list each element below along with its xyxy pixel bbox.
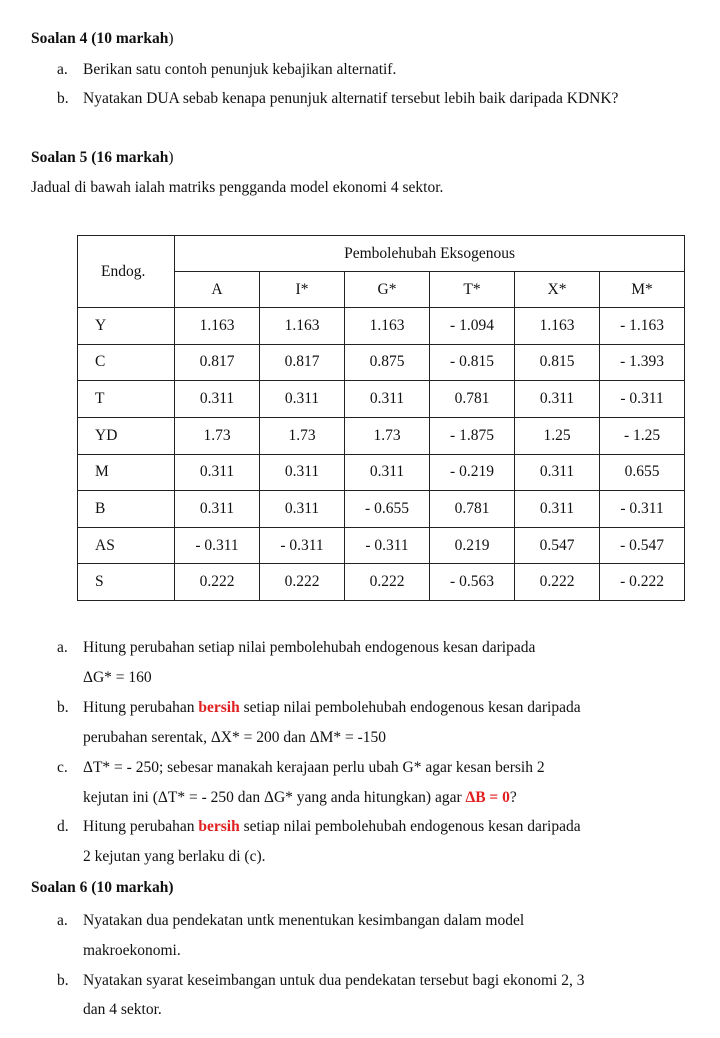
table-corner-header: Endog. (78, 236, 175, 308)
table-cell: 0.781 (430, 381, 515, 418)
table-cell: - 0.563 (430, 564, 515, 601)
table-cell: 1.73 (260, 417, 345, 454)
item-text-line1: Hitung perubahan bersih setiap nilai pembolehubah endogenous kesan daripada (83, 818, 581, 835)
emphasis-delta-b: ΔB = 0 (465, 789, 510, 806)
emphasis-bersih: bersih (198, 818, 240, 835)
row-label: AS (78, 527, 175, 564)
table-cell: 0.311 (345, 454, 430, 491)
table-cell: - 0.311 (345, 527, 430, 564)
table-cell: 1.73 (175, 417, 260, 454)
table-cell: 1.163 (345, 308, 430, 345)
item-text-line2: kejutan ini (ΔT* = - 250 dan ΔG* yang anda hitungkan) agar ΔB = 0? (83, 789, 517, 806)
table-cell: - 0.222 (600, 564, 685, 601)
table-cell: 0.875 (345, 344, 430, 381)
table-group-header: Pembolehubah Eksogenous (175, 236, 685, 272)
table-cell: 1.163 (260, 308, 345, 345)
table-cell: - 0.311 (600, 381, 685, 418)
table-cell: 0.311 (260, 491, 345, 528)
table-cell: 0.311 (175, 491, 260, 528)
table-cell: 0.222 (175, 564, 260, 601)
item-text-line2: dan 4 sektor. (83, 1001, 162, 1018)
item-text: Nyatakan DUA sebab kenapa penunjuk alternatif tersebut lebih baik daripada KDNK? (83, 90, 619, 107)
table-cell: - 1.875 (430, 417, 515, 454)
item-marker: b. (57, 699, 69, 716)
table-row (78, 308, 685, 345)
table-cell: 1.163 (175, 308, 260, 345)
item-text-line2: 2 kejutan yang berlaku di (c). (83, 848, 266, 865)
column-header: I* (260, 272, 345, 308)
item-text-line1: Hitung perubahan setiap nilai pembolehubah endogenous kesan daripada (83, 639, 536, 656)
table-cell: 0.547 (515, 527, 600, 564)
item-marker: c. (57, 759, 68, 776)
table-cell: 0.311 (260, 381, 345, 418)
item-text-line1: Nyatakan dua pendekatan untk menentukan kesimbangan dalam model (83, 912, 525, 929)
item-text-line1: ΔT* = - 250; sebesar manakah kerajaan perlu ubah G* agar kesan bersih 2 (83, 759, 545, 776)
column-header: A (175, 272, 260, 308)
row-label: M (78, 454, 175, 491)
row-label: T (78, 381, 175, 418)
column-header: T* (430, 272, 515, 308)
table-cell: 0.311 (515, 491, 600, 528)
item-marker: b. (57, 90, 69, 107)
item-marker: b. (57, 972, 69, 989)
table-row (78, 527, 685, 564)
item-marker: d. (57, 818, 69, 835)
table-row (78, 381, 685, 418)
table-cell: 0.817 (260, 344, 345, 381)
table-cell: 0.655 (600, 454, 685, 491)
item-text: Berikan satu contoh penunjuk kebajikan alternatif. (83, 61, 397, 78)
table-cell: - 1.163 (600, 308, 685, 345)
table-cell: - 0.815 (430, 344, 515, 381)
item-marker: a. (57, 639, 68, 656)
table-cell: 0.817 (175, 344, 260, 381)
item-text-line1: Nyatakan syarat keseimbangan untuk dua pendekatan tersebut bagi ekonomi 2, 3 (83, 972, 585, 989)
table-cell: - 1.25 (600, 417, 685, 454)
row-label: Y (78, 308, 175, 345)
table-cell: 0.222 (260, 564, 345, 601)
row-label: C (78, 344, 175, 381)
question-6-title: Soalan 6 (10 markah) (31, 879, 174, 896)
table-row (78, 564, 685, 601)
row-label: YD (78, 417, 175, 454)
table-cell: 1.25 (515, 417, 600, 454)
table-cell: 0.815 (515, 344, 600, 381)
table-cell: 1.163 (515, 308, 600, 345)
table-row (78, 417, 685, 454)
table-cell: - 0.547 (600, 527, 685, 564)
table-cell: 0.311 (515, 381, 600, 418)
item-text-line2: makroekonomi. (83, 942, 181, 959)
item-marker: a. (57, 61, 68, 78)
table-cell: - 0.311 (175, 527, 260, 564)
table-cell: 0.311 (175, 381, 260, 418)
emphasis-bersih: bersih (198, 699, 240, 716)
table-row (78, 491, 685, 528)
table-cell: 0.222 (515, 564, 600, 601)
table-cell: - 0.311 (260, 527, 345, 564)
item-text-line1: Hitung perubahan bersih setiap nilai pembolehubah endogenous kesan daripada (83, 699, 581, 716)
column-header: G* (345, 272, 430, 308)
question-5-title: Soalan 5 (16 markah) (31, 149, 174, 166)
table-cell: 0.311 (260, 454, 345, 491)
item-marker: a. (57, 912, 68, 929)
table-cell: 1.73 (345, 417, 430, 454)
item-text-line2: ΔG* = 160 (83, 669, 152, 686)
table-cell: - 1.393 (600, 344, 685, 381)
table-cell: 0.311 (515, 454, 600, 491)
table-cell: 0.311 (175, 454, 260, 491)
table-row (78, 454, 685, 491)
question-5-intro: Jadual di bawah ialah matriks pengganda model ekonomi 4 sektor. (31, 179, 444, 196)
table-cell: - 0.219 (430, 454, 515, 491)
table-row (78, 344, 685, 381)
table-cell: 0.219 (430, 527, 515, 564)
item-text-line2: perubahan serentak, ΔX* = 200 dan ΔM* = -150 (83, 729, 386, 746)
column-header: X* (515, 272, 600, 308)
row-label: B (78, 491, 175, 528)
table-cell: 0.222 (345, 564, 430, 601)
table-cell: - 0.311 (600, 491, 685, 528)
column-header: M* (600, 272, 685, 308)
question-4-title: Soalan 4 (10 markah) (31, 30, 174, 47)
row-label: S (78, 564, 175, 601)
table-cell: 0.311 (345, 381, 430, 418)
table-cell: - 1.094 (430, 308, 515, 345)
multiplier-matrix-table (77, 235, 685, 601)
table-cell: 0.781 (430, 491, 515, 528)
table-cell: - 0.655 (345, 491, 430, 528)
